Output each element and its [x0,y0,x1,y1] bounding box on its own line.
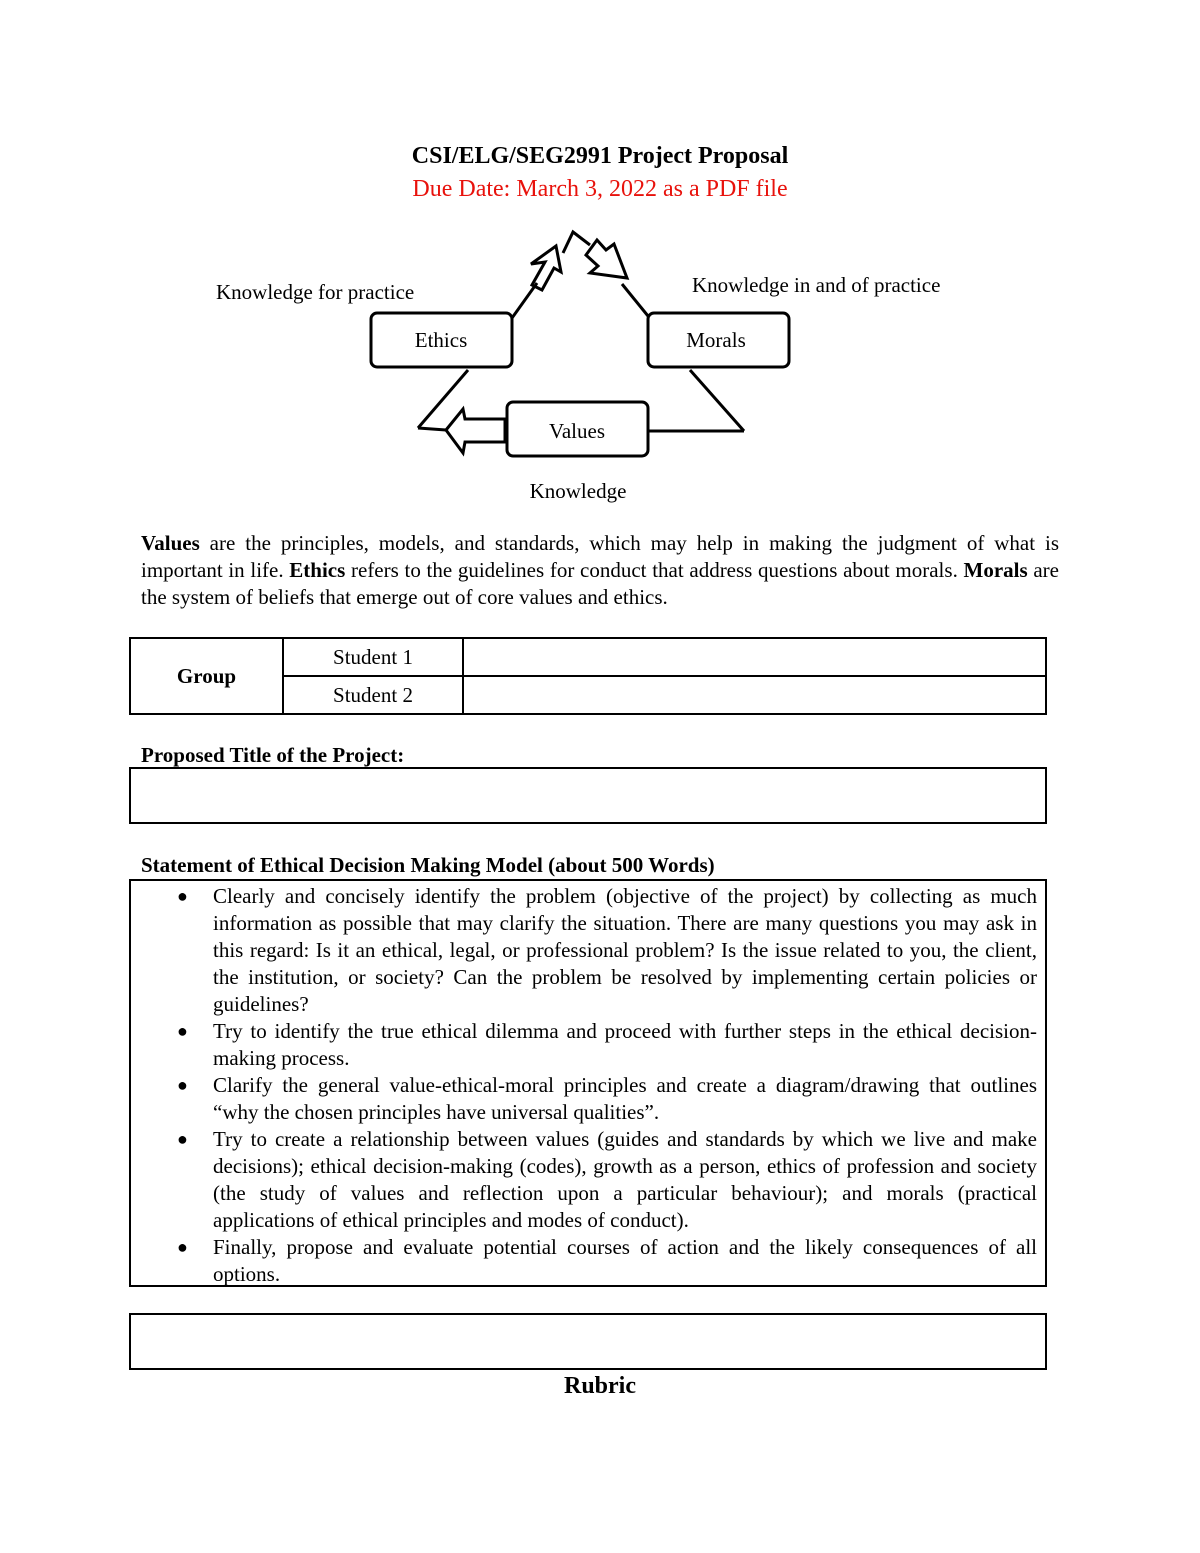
bullet-text: Finally, propose and evaluate potential courses of action and the likely consequences of all options. [213,1235,1037,1286]
knowledge-in-practice-label: Knowledge in and of practice [692,273,941,297]
ethics-label: Ethics [414,328,468,352]
student-2-label: Student 2 [283,676,463,714]
list-item [131,1126,1045,1234]
student-2-field[interactable] [463,676,1046,714]
proposed-title-field[interactable] [129,767,1047,824]
values-label: Values [549,419,605,443]
bullet-text: Try to identify the true ethical dilemma and proceed with further steps in the ethical decision-making process. [213,1019,1037,1070]
due-date: Due Date: March 3, 2022 as a PDF file [412,176,788,202]
morals-definition: are the system of beliefs that emerge out of core values and ethics. [141,558,1059,609]
connector-ethics-left [418,370,468,428]
statement-bullet-list [131,883,1045,1288]
connector-left-arrow [418,428,446,430]
arrow-down-icon [586,240,627,278]
connector-top-morals [622,284,648,316]
morals-term: Morals [963,558,1028,582]
morals-label: Morals [686,328,746,352]
student-1-field[interactable] [463,638,1046,676]
student-1-label: Student 1 [283,638,463,676]
knowledge-label: Knowledge [529,479,627,503]
bullet-icon: ● [177,1075,188,1095]
bullet-icon: ● [177,1021,188,1041]
statement-instructions-box [129,879,1047,1287]
list-item [131,1234,1045,1288]
group-label: Group [130,638,283,714]
bullet-icon: ● [177,1237,188,1257]
rubric-heading: Rubric [564,1373,636,1399]
values-term: Values [141,531,200,555]
knowledge-cycle-diagram [0,0,1200,520]
connector-ethics-top [512,283,537,318]
document-title: CSI/ELG/SEG2991 Project Proposal [411,143,789,169]
bullet-icon: ● [177,886,188,906]
bullet-text: Clarify the general value-ethical-moral principles and create a diagram/drawing that outlines “why the chosen principles have universal qualities”. [213,1073,1037,1124]
ethics-term: Ethics [289,558,346,582]
bullet-icon: ● [177,1129,188,1149]
statement-answer-field[interactable] [129,1313,1047,1370]
values-definition: are the principles, models, and standards, which may help in making the judgment of what is important in life. [141,531,1059,582]
knowledge-for-practice-label: Knowledge for practice [216,280,415,304]
bullet-text: Try to create a relationship between values (guides and standards by which we live and make decisions); ethical decision-making (codes), growth as a person, ethics of profession and society (the study of values and reflection upon a particular behaviour); and morals (practical applications of ethical principles and modes of conduct). [213,1127,1037,1232]
list-item [131,1072,1045,1126]
top-peak-shape [563,232,590,253]
list-item [131,883,1045,1018]
bullet-text: Clearly and concisely identify the problem (objective of the project) by collecting as much information as possible that may clarify the situation. There are many questions you may ask in this regard: Is it an ethical, legal, or professional problem? Is the issue related to you, the client, the institution, or society? Can the problem be resolved by implementing certain policies or guidelines? [213,884,1037,1016]
ethics-definition: refers to the guidelines for conduct that address questions about morals. [345,558,964,582]
definitions-paragraph [141,530,1059,611]
statement-heading: Statement of Ethical Decision Making Model (about 500 Words) [141,853,715,877]
connector-morals-right [690,370,744,431]
proposed-title-heading: Proposed Title of the Project: [141,743,405,767]
arrow-left-icon [446,409,505,453]
group-table [129,637,1047,715]
list-item [131,1018,1045,1072]
